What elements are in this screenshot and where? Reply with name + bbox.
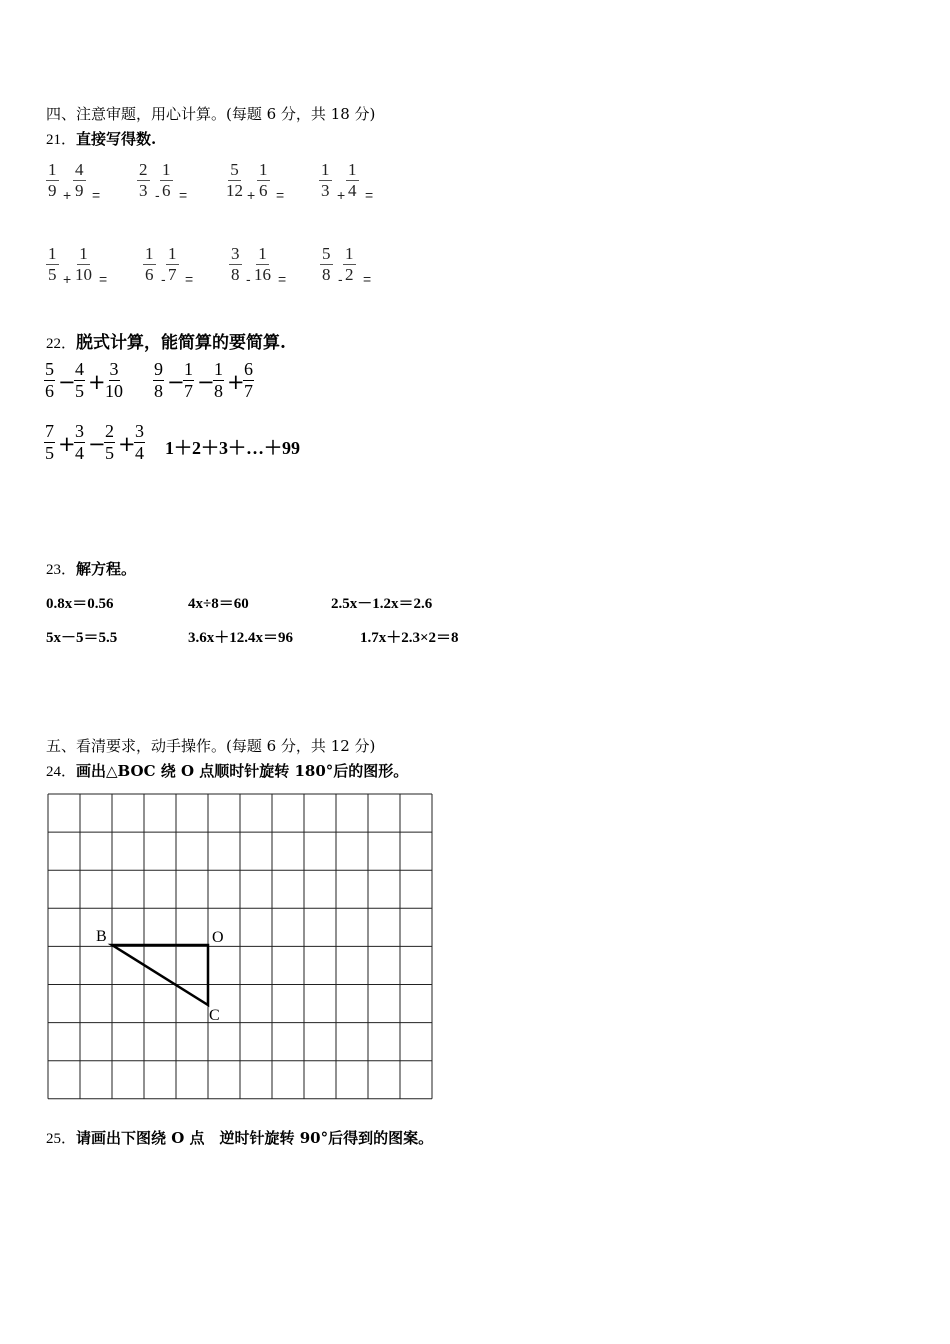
fraction: 4 9 [75,160,84,200]
fraction: 1 16 [254,244,271,284]
fraction: 1 3 [321,160,330,200]
fraction: 1 6 [162,160,171,200]
operator: + [88,370,106,394]
fraction: 1 4 [348,160,357,200]
fraction: 5 12 [226,160,243,200]
fraction: 4 5 [75,359,84,401]
label-c: C [209,1007,220,1024]
square-grid [48,794,432,1099]
equals-sign: = [276,187,285,203]
operator: - [155,187,160,203]
operator: + [63,187,72,203]
equation: 3.6x＋12.4x＝96 [188,630,294,646]
fraction: 6 7 [244,359,253,401]
question-21-title: 直接写得数. [76,130,157,148]
equation: 5x－5＝5.5 [46,630,118,646]
equals-sign: = [278,271,287,287]
fraction: 1 6 [259,160,268,200]
fraction: 3 8 [231,244,240,284]
fraction: 1 10 [75,244,92,284]
question-22-number: 22． [46,336,77,352]
operator: + [118,432,136,456]
operator: + [247,187,256,203]
fraction: 7 5 [45,421,54,463]
equation: 0.8x＝0.56 [46,596,114,612]
section-4-heading: 四、注意审题，用心计算。(每题 6 分，共 18 分) [46,105,376,123]
fraction: 3 4 [135,421,144,463]
fraction: 1 7 [184,359,193,401]
question-24-number: 24． [46,764,77,780]
equation: 1.7x＋2.3×2＝8 [360,630,459,646]
operator: + [227,370,245,394]
question-25-number: 25． [46,1131,77,1147]
label-b: B [96,928,107,945]
question-23-title: 解方程。 [76,560,137,578]
fraction: 1 2 [345,244,354,284]
fraction: 1 7 [168,244,177,284]
fraction: 3 4 [75,421,84,463]
fraction: 2 5 [105,421,114,463]
operator: − [197,370,215,394]
fraction: 1 6 [145,244,154,284]
fraction: 1 5 [48,244,57,284]
operator: - [338,271,343,287]
equals-sign: = [92,187,101,203]
label-o: O [212,929,224,946]
operator: - [161,271,166,287]
triangle-boc [112,945,208,1005]
operator: - [246,271,251,287]
section-5-heading: 五、看清要求，动手操作。(每题 6 分，共 12 分) [46,737,376,755]
question-21-number: 21． [46,132,77,148]
fraction: 5 6 [45,359,54,401]
question-23-number: 23． [46,562,77,578]
fraction: 1 8 [214,359,223,401]
equals-sign: = [99,271,108,287]
operator: + [63,271,72,287]
question-22-title: 脱式计算，能简算的要简算. [76,333,286,353]
equation: 2.5x－1.2x＝2.6 [331,596,433,612]
equals-sign: = [363,271,372,287]
operator: + [58,432,76,456]
fraction: 1 9 [48,160,57,200]
fraction: 9 8 [154,359,163,401]
expression-4: 1＋2＋3＋…＋99 [165,438,300,458]
operator: − [88,432,106,456]
operator: − [167,370,185,394]
question-25-header [46,1127,433,1148]
question-25-title: 请画出下图绕 O 点 逆时针旋转 90°后得到的图案。 [76,1129,434,1147]
fraction: 2 3 [139,160,148,200]
fraction: 3 10 [105,359,123,401]
equation: 4x÷8＝60 [188,596,249,612]
operator: − [58,370,76,394]
operator: + [337,187,346,203]
fraction: 5 8 [322,244,331,284]
question-24-title: 画出△BOC 绕 O 点顺时针旋转 180°后的图形。 [76,762,409,780]
equals-sign: = [179,187,188,203]
equals-sign: = [185,271,194,287]
equals-sign: = [365,187,374,203]
